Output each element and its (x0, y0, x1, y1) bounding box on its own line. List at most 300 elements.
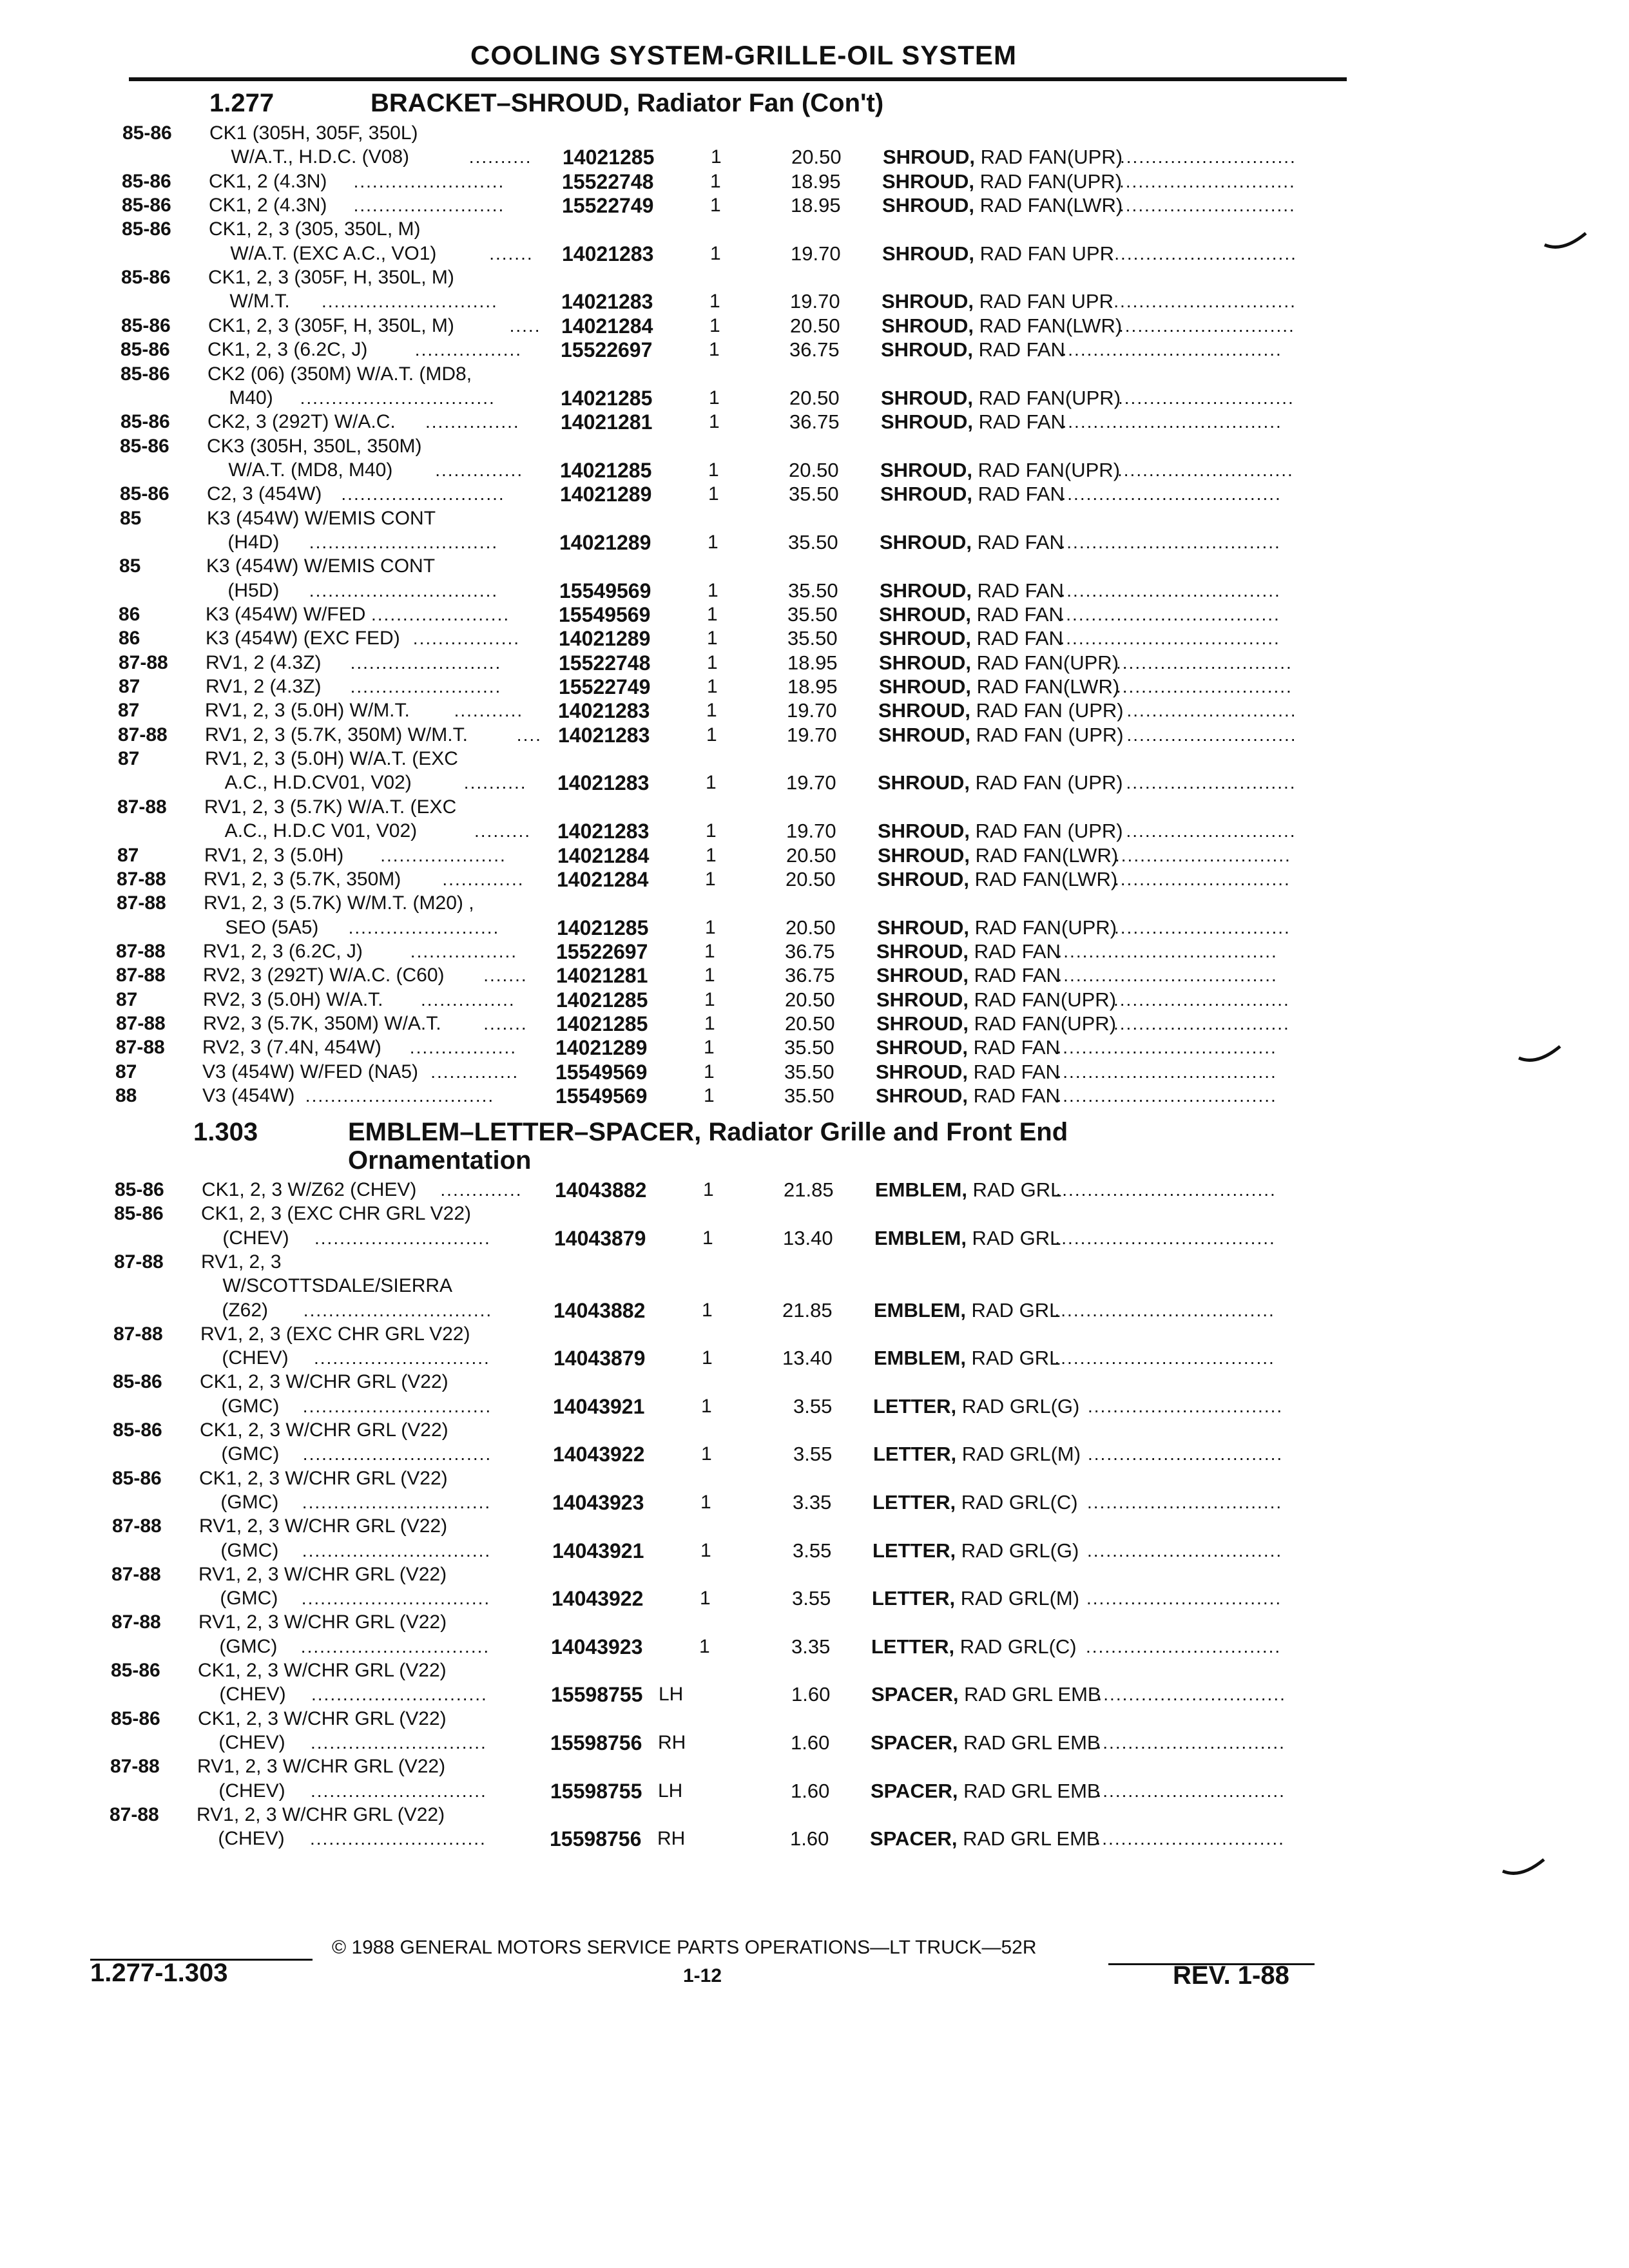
part-name-noun: SHROUD, (881, 410, 973, 434)
application-description: (CHEV) (198, 1684, 286, 1706)
application-description: (CHEV) (201, 1227, 289, 1249)
application-description: CK1, 2, 3 W/Z62 (CHEV) (202, 1179, 417, 1200)
application-description: CK1, 2, 3 W/CHR GRL (V22) (198, 1660, 447, 1681)
price: 1.60 (791, 1683, 831, 1706)
part-number: 14043921 (552, 1539, 644, 1562)
part-number: 15549569 (555, 1084, 648, 1108)
dot-leader: ............................... (1086, 1636, 1282, 1657)
section-heading (0, 89, 1629, 128)
part-name (878, 845, 1118, 867)
dot-leader: ............................ (1114, 869, 1291, 889)
part-name-detail: RAD GRL(M) (956, 1443, 1081, 1466)
dot-leader: ........................ (350, 677, 502, 697)
application-description: (GMC) (200, 1443, 280, 1465)
part-number: 15598756 (550, 1731, 642, 1754)
part-number: 15549569 (555, 1060, 648, 1084)
dot-leader: ....... (483, 965, 528, 986)
part-name (871, 1684, 1101, 1706)
part-name (871, 1636, 1077, 1658)
part-name (871, 1732, 1101, 1754)
part-name-noun: EMBLEM, (874, 1347, 966, 1370)
quantity: 1 (700, 1539, 711, 1561)
part-name-noun: SHROUD, (879, 603, 971, 626)
dot-leader: .............................. (300, 1636, 490, 1657)
model-years: 85-86 (120, 411, 170, 433)
application-description: (CHEV) (197, 1828, 285, 1850)
dot-leader: ................. (412, 628, 521, 649)
quantity: 1 (701, 1443, 712, 1465)
dot-leader: ....... (489, 243, 534, 264)
check-mark-icon (1518, 1044, 1563, 1067)
part-name-detail: RAD FAN (UPR) (969, 820, 1123, 843)
dot-leader: ........................... (1126, 821, 1296, 841)
model-years: 87 (119, 676, 140, 698)
part-name-noun: SHROUD, (878, 699, 970, 722)
part-name-noun: SHROUD, (882, 314, 974, 337)
model-years: 85-86 (111, 1707, 160, 1729)
price: 20.50 (786, 867, 836, 890)
price: 18.95 (791, 169, 841, 193)
part-name-noun: SHROUD, (878, 843, 970, 867)
part-name (876, 1061, 1060, 1083)
quantity: 1 (704, 965, 715, 986)
quantity: 1 (710, 242, 721, 264)
dot-leader: ............................ (311, 1684, 488, 1705)
dot-leader: .............................. (309, 580, 499, 601)
application-description: RV1, 2, 3 (6.2C, J) (203, 940, 363, 962)
quantity: RH (658, 1731, 686, 1753)
dot-leader: ........................... (1126, 724, 1297, 745)
price: 35.50 (788, 530, 838, 553)
part-name-noun: SHROUD, (876, 1012, 969, 1035)
application-description: RV1, 2, 3 (5.0H) (204, 844, 344, 866)
application-description: RV1, 2, 3 (5.7K, 350M) (204, 868, 401, 890)
application-description: CK2, 3 (292T) W/A.C. (207, 411, 396, 433)
dot-leader: ................. (414, 340, 523, 360)
part-name (874, 1227, 1061, 1249)
dot-leader: .............................. (302, 1396, 492, 1416)
part-name-noun: SHROUD, (876, 964, 969, 987)
footer-section-range: 1.277-1.303 (90, 1959, 228, 1987)
part-name-detail: RAD GRL EMB (958, 1779, 1101, 1802)
part-name (873, 1443, 1081, 1465)
part-number: 14021285 (557, 916, 649, 939)
part-name-noun: SHROUD, (882, 290, 974, 313)
model-years: 87-88 (114, 1251, 164, 1273)
part-name-detail: RAD FAN (971, 530, 1064, 553)
part-name-noun: SHROUD, (880, 579, 972, 602)
dot-leader: ............................ (1118, 387, 1295, 408)
part-name-noun: SHROUD, (876, 1060, 968, 1083)
part-name-noun: EMBLEM, (875, 1178, 967, 1201)
dot-leader: ........................... (1126, 773, 1296, 793)
dot-leader: ................................... (1061, 340, 1282, 360)
price: 18.95 (787, 675, 838, 698)
quantity: 1 (708, 531, 718, 553)
part-number: 15522697 (556, 939, 648, 963)
part-number: 15522748 (559, 651, 651, 675)
dot-leader: ............................ (1119, 195, 1296, 216)
part-name (872, 1492, 1078, 1514)
model-years: 85-86 (120, 363, 170, 385)
price: 3.55 (793, 1539, 832, 1562)
header-rule (129, 77, 1347, 81)
quantity: 1 (701, 1395, 712, 1417)
price: 19.70 (786, 820, 836, 843)
dot-leader: ................................... (1061, 484, 1282, 505)
price: 35.50 (784, 1084, 834, 1107)
part-name-detail: RAD GRL(G) (956, 1539, 1079, 1562)
part-name (872, 1588, 1079, 1610)
quantity: 1 (705, 916, 716, 938)
part-number: 14021285 (556, 988, 648, 1012)
part-number: 15598755 (550, 1779, 642, 1803)
model-years: 85-86 (121, 267, 171, 289)
part-name-detail: RAD FAN (967, 1084, 1060, 1107)
part-number: 14021289 (559, 627, 651, 651)
application-description: CK3 (305H, 350L, 350M) (207, 435, 422, 457)
part-number: 14021285 (563, 146, 655, 169)
part-name-noun: SHROUD, (882, 242, 974, 265)
application-description: RV1, 2, 3 (5.0H) W/A.T. (EXC (205, 748, 458, 770)
price: 19.70 (790, 290, 840, 313)
part-name-detail: RAD FAN (968, 939, 1061, 963)
dot-leader: .............................. (305, 1086, 495, 1106)
dot-leader: ............................ (311, 1780, 487, 1801)
price: 19.70 (791, 242, 841, 265)
application-description: CK1, 2, 3 (6.2C, J) (207, 339, 368, 361)
dot-leader: ............................ (1114, 917, 1291, 937)
model-years: 85-86 (112, 1467, 162, 1489)
dot-leader: ................................... (1059, 628, 1280, 649)
part-name (882, 171, 1122, 193)
part-number: 14021283 (558, 723, 650, 747)
price: 36.75 (789, 410, 840, 434)
application-description: W/SCOTTSDALE/SIERRA (201, 1275, 453, 1297)
part-number: 15522749 (559, 675, 651, 699)
dot-leader: .............................. (302, 1540, 492, 1561)
quantity: 1 (708, 579, 718, 601)
dot-leader: ......... (474, 821, 532, 841)
part-name-noun: LETTER, (872, 1587, 956, 1610)
model-years: 88 (115, 1085, 137, 1106)
dot-leader: ............................ (1113, 989, 1290, 1010)
part-name (873, 1396, 1079, 1418)
dot-leader: ............................ (1119, 171, 1296, 191)
model-years: 85-86 (122, 122, 172, 144)
part-number: 14043922 (552, 1587, 644, 1611)
part-name-detail: RAD FAN (972, 410, 1065, 434)
application-description: RV1, 2, 3 W/CHR GRL (V22) (197, 1756, 446, 1778)
part-number: 14021283 (558, 699, 650, 723)
dot-leader: ............................... (1088, 1396, 1284, 1416)
application-description: RV1, 2, 3 (5.0H) W/M.T. (205, 700, 410, 722)
dot-leader: .............................. (303, 1300, 493, 1320)
part-name-noun: SPACER, (871, 1779, 958, 1802)
part-name (880, 580, 1064, 602)
model-years: 87-88 (116, 1012, 166, 1034)
dot-leader: ............................... (1088, 1444, 1284, 1465)
part-name-noun: SHROUD, (880, 530, 972, 553)
price: 36.75 (789, 338, 840, 361)
part-name-noun: SHROUD, (878, 723, 970, 746)
part-number: 14043923 (551, 1635, 643, 1658)
section-number: 1.303 (193, 1118, 258, 1146)
part-number: 15549569 (559, 579, 651, 602)
dot-leader: ............................ (1119, 315, 1295, 336)
part-name-detail: RAD FAN(UPR) (970, 651, 1119, 674)
part-name-detail: RAD FAN(LWR) (974, 194, 1123, 217)
part-name (879, 676, 1119, 698)
model-years: 87-88 (110, 1756, 160, 1778)
model-years: 87-88 (117, 892, 166, 914)
dot-leader: ............. (440, 1180, 523, 1200)
part-name-noun: SHROUD, (882, 194, 974, 217)
dot-leader: ................................... (1055, 1227, 1276, 1248)
part-name (874, 1300, 1060, 1321)
price: 20.50 (785, 1012, 835, 1035)
application-description: K3 (454W) W/EMIS CONT (207, 507, 436, 529)
part-name (882, 291, 1113, 312)
price: 1.60 (790, 1827, 829, 1850)
quantity: 1 (706, 820, 717, 842)
part-number: 14043879 (554, 1226, 646, 1250)
price: 13.40 (783, 1226, 833, 1249)
application-description: (CHEV) (197, 1780, 285, 1802)
dot-leader: ................................... (1061, 412, 1282, 432)
dot-leader: ............................ (1117, 459, 1294, 480)
model-years: 85-86 (111, 1660, 160, 1681)
quantity: RH (657, 1828, 686, 1850)
part-name-detail: RAD FAN (970, 627, 1063, 650)
part-name-noun: SPACER, (871, 1731, 958, 1754)
dot-leader: ............................ (1116, 677, 1293, 697)
application-description: RV1, 2, 3 (5.7K) W/A.T. (EXC (204, 796, 457, 818)
part-name (882, 243, 1114, 265)
part-name-detail: RAD FAN (972, 483, 1065, 506)
application-description: V3 (454W) (202, 1085, 295, 1106)
quantity: 1 (704, 940, 715, 962)
section-title: EMBLEM–LETTER–SPACER, Radiator Grille and Front End (348, 1118, 1068, 1146)
dot-leader: ........................ (353, 171, 505, 191)
quantity: 1 (702, 1347, 713, 1369)
dot-leader: ................................... (1056, 1061, 1277, 1082)
price: 20.50 (791, 146, 842, 169)
application-description: RV1, 2, 3 (201, 1251, 282, 1273)
quantity: 1 (704, 1061, 715, 1082)
part-number: 14043882 (555, 1178, 647, 1202)
part-name (876, 989, 1116, 1011)
part-number: 14043879 (554, 1347, 646, 1370)
model-years: 87-88 (111, 1563, 161, 1585)
application-description: RV1, 2 (4.3Z) (206, 676, 322, 698)
application-description: RV2, 3 (5.0H) W/A.T. (203, 988, 383, 1010)
part-number: 14021289 (559, 530, 651, 554)
part-number: 14021289 (560, 483, 652, 506)
part-number: 14021284 (557, 843, 650, 867)
part-name-detail: RAD FAN (967, 1060, 1060, 1083)
dot-leader: ................................... (1060, 532, 1281, 552)
part-name-detail: RAD FAN(LWR) (969, 867, 1118, 890)
quantity: 1 (699, 1635, 710, 1657)
part-name-detail: RAD FAN (971, 579, 1064, 602)
footer-copyright: © 1988 GENERAL MOTORS SERVICE PARTS OPERATIONS—LT TRUCK—52R (332, 1937, 1037, 1958)
application-description: W/A.T. (MD8, M40) (207, 459, 393, 481)
model-years: 85-86 (120, 435, 169, 457)
part-name (876, 1037, 1060, 1059)
model-years: 87 (117, 844, 139, 866)
application-description: RV1, 2, 3 (5.7K, 350M) W/M.T. (205, 724, 468, 745)
part-number: 14021281 (561, 410, 653, 434)
dot-leader: ................................... (1054, 1348, 1275, 1369)
application-description: CK1, 2, 3 W/CHR GRL (V22) (200, 1371, 448, 1393)
application-description: A.C., H.D.CV01, V02) (204, 772, 412, 794)
quantity: 1 (707, 628, 718, 649)
price: 1.60 (791, 1779, 830, 1802)
dot-leader: ............................ (1113, 1013, 1290, 1033)
model-years: 85-86 (120, 339, 170, 361)
quantity: 1 (710, 195, 721, 216)
quantity: 1 (710, 170, 721, 192)
application-description: RV1, 2, 3 W/CHR GRL (V22) (199, 1515, 448, 1537)
dot-leader: ............................... (1087, 1540, 1283, 1561)
model-years: 87-88 (116, 940, 166, 962)
price: 13.40 (782, 1347, 833, 1370)
dot-leader: .............................. (301, 1588, 491, 1609)
part-name-detail: RAD FAN (968, 964, 1061, 987)
part-name-noun: SHROUD, (880, 483, 972, 506)
page-header-title: COOLING SYSTEM-GRILLE-OIL SYSTEM (470, 40, 1017, 70)
dot-leader: ............................ (310, 1829, 487, 1849)
application-description: RV1, 2, 3 W/CHR GRL (V22) (198, 1563, 447, 1585)
dot-leader: ..... (509, 315, 541, 336)
part-name-detail: RAD FAN UPR (974, 242, 1114, 265)
part-number: 15598756 (550, 1827, 642, 1851)
quantity: 1 (705, 868, 716, 890)
quantity: 1 (706, 700, 717, 722)
application-description: K3 (454W) (EXC FED) (206, 628, 400, 649)
dot-leader: ........................ (353, 195, 505, 216)
part-name-detail: RAD FAN(LWR) (973, 314, 1123, 337)
part-name (883, 146, 1123, 168)
application-description: RV2, 3 (292T) W/A.C. (C60) (203, 965, 445, 986)
part-name-detail: RAD FAN (UPR) (970, 699, 1124, 722)
dot-leader: ............................ (314, 1348, 490, 1369)
application-description: CK2 (06) (350M) W/A.T. (MD8, (207, 363, 472, 385)
quantity: 1 (708, 483, 719, 505)
check-mark-icon (1501, 1857, 1547, 1880)
quantity: 1 (709, 411, 720, 433)
part-number: 14021285 (560, 458, 652, 482)
footer-revision: REV. 1-88 (1173, 1961, 1289, 1990)
section-title: BRACKET–SHROUD, Radiator Fan (Con't) (371, 89, 884, 117)
part-name (882, 195, 1123, 216)
model-years: 87-88 (111, 1611, 161, 1633)
part-name-detail: RAD FAN(UPR) (972, 458, 1121, 481)
application-description: RV1, 2, 3 W/CHR GRL (V22) (198, 1611, 447, 1633)
part-name-noun: LETTER, (872, 1490, 956, 1514)
dot-leader: ................................... (1056, 1037, 1277, 1058)
part-name-noun: LETTER, (873, 1443, 957, 1466)
quantity: 1 (707, 604, 718, 625)
dot-leader: .................... (380, 845, 506, 865)
dot-leader: ....... (483, 1013, 528, 1033)
part-name-detail: RAD FAN(UPR) (968, 1012, 1117, 1035)
part-name-noun: SHROUD, (883, 146, 975, 169)
application-description: RV2, 3 (7.4N, 454W) (202, 1037, 381, 1059)
part-name-noun: SHROUD, (881, 386, 973, 409)
application-description: V3 (454W) W/FED (NA5) (202, 1061, 419, 1082)
dot-leader: .... (516, 724, 542, 745)
model-years: 85 (119, 555, 141, 577)
quantity: 1 (707, 676, 718, 698)
application-description: CK1 (305H, 305F, 350L) (209, 122, 418, 144)
part-name-noun: LETTER, (873, 1394, 957, 1418)
dot-leader: .............. (435, 459, 524, 480)
price: 18.95 (787, 651, 838, 674)
application-description: (H5D) (206, 579, 280, 601)
dot-leader: .............................. (1096, 1780, 1286, 1801)
application-description: CK1, 2 (4.3N) (209, 195, 327, 216)
application-description: K3 (454W) W/EMIS CONT (206, 555, 436, 577)
part-number: 14043923 (552, 1490, 644, 1514)
model-years: 85-86 (121, 314, 171, 336)
dot-leader: ................................... (1057, 941, 1278, 961)
part-number: 14043921 (553, 1394, 645, 1418)
price: 35.50 (789, 483, 839, 506)
price: 18.95 (791, 194, 841, 217)
part-name (880, 532, 1064, 553)
application-description: (GMC) (198, 1588, 278, 1610)
part-number: 15549569 (559, 603, 651, 626)
part-name (882, 315, 1122, 337)
part-name-noun: SHROUD, (881, 338, 973, 361)
check-mark-icon (1543, 231, 1588, 254)
quantity: 1 (706, 724, 717, 745)
price: 36.75 (785, 939, 835, 963)
part-number: 15598755 (551, 1683, 643, 1707)
part-name-detail: RAD FAN(UPR) (968, 988, 1117, 1011)
part-name (877, 917, 1117, 939)
price: 3.55 (792, 1587, 831, 1610)
application-description: (Z62) (200, 1299, 269, 1321)
quantity: 1 (709, 387, 720, 408)
application-description: (GMC) (199, 1491, 279, 1513)
application-description: CK1, 2, 3 (EXC CHR GRL V22) (201, 1203, 472, 1225)
part-name (876, 1013, 1116, 1035)
application-description: (GMC) (200, 1395, 280, 1417)
model-years: 87 (115, 1061, 137, 1082)
application-description: C2, 3 (454W) (207, 483, 322, 505)
model-years: 85-86 (113, 1371, 162, 1393)
part-name-noun: SHROUD, (882, 169, 974, 193)
price: 20.50 (789, 458, 839, 481)
dot-leader: .............................. (302, 1444, 492, 1465)
dot-leader: ............... (425, 412, 520, 432)
part-name-noun: SHROUD, (879, 627, 971, 650)
part-name (875, 1179, 1061, 1201)
part-name-noun: SHROUD, (878, 771, 970, 794)
part-number: 14021284 (561, 314, 653, 338)
dot-leader: .......... (463, 773, 527, 793)
dot-leader: ............................... (1087, 1492, 1283, 1512)
dot-leader: ...................... (371, 604, 510, 624)
application-description: W/M.T. (208, 291, 290, 312)
part-number: 15522749 (562, 194, 654, 218)
part-name (876, 965, 1061, 986)
model-years: 87-88 (118, 724, 168, 745)
model-years: 87-88 (116, 965, 166, 986)
